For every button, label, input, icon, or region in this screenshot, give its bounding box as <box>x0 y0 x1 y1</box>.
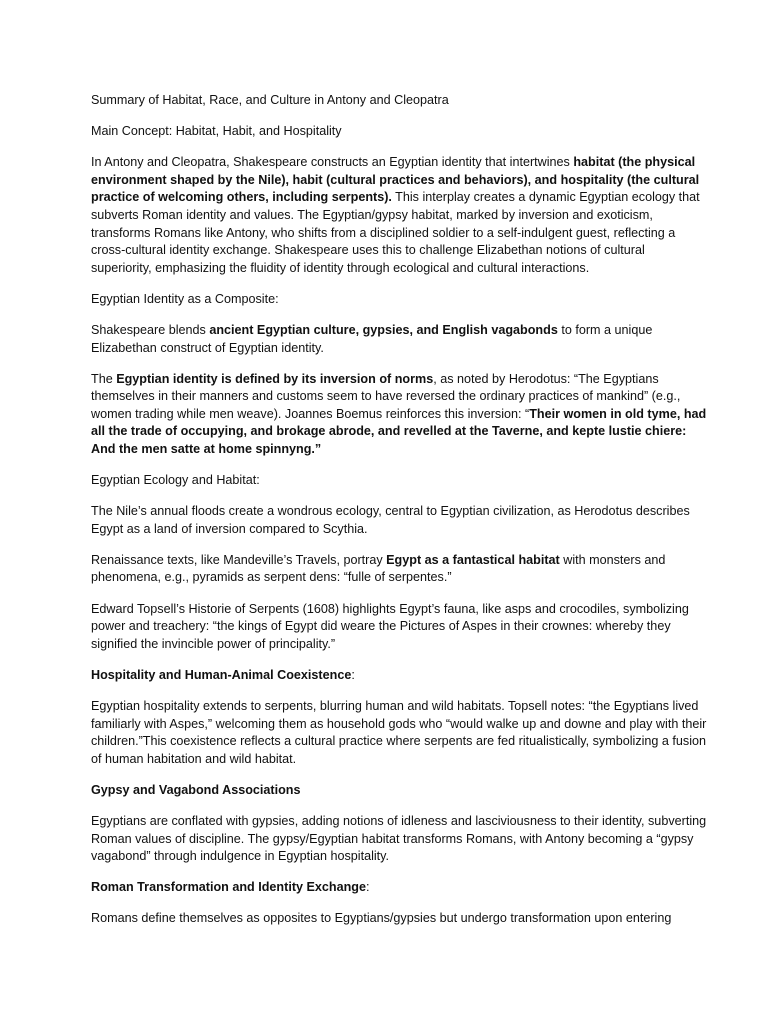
roman-paragraph: Romans define themselves as opposites to Egyptians/gypsies but undergo transformation upon entering <box>91 911 672 926</box>
hospitality-heading-bold: Hospitality and Human-Animal Coexistence <box>91 667 352 682</box>
inversion-text-2: , as noted by Herodotus: “The Egyptians themselves in their manners and customs seem to have reversed the ordinary practices of mankind” (e.g., women trading while men weave). Joannes Boemus reinforces this inversion: “ <box>91 371 681 421</box>
blend-paragraph <box>91 322 708 357</box>
renaissance-paragraph <box>91 552 708 587</box>
gypsy-heading-bold: Gypsy and Vagabond Associations <box>91 782 301 797</box>
hospitality-heading-colon: : <box>351 667 355 682</box>
inversion-bold-2: Their women in old tyme, had all the trade of occupying, and brokage abrode, and revelled at the Taverne, and kepte lustie chiere: And the men satte at home spinnyng.” <box>91 406 707 456</box>
intro-paragraph <box>91 154 708 277</box>
renaissance-text-1: Renaissance texts, like Mandeville’s Travels, portray <box>91 552 387 567</box>
roman-heading-colon: : <box>366 880 370 895</box>
blend-text-1: Shakespeare blends <box>91 322 210 337</box>
hospitality-paragraph: Egyptian hospitality extends to serpents, blurring human and wild habitats. Topsell notes: “the Egyptians lived familiarly with Aspes,” welcoming them as household gods who “would walke up and downe and play with their children.”This coexistence reflects a cultural practice where serpents are fed ritualistically, symbolizing a fusion of human habitation and wild habitat. <box>91 698 707 766</box>
intro-text-2: This interplay creates a dynamic Egyptian ecology that subverts Roman identity and values. The Egyptian/gypsy habitat, marked by inversion and exoticism, transforms Romans like Antony, who shifts from a disciplined soldier to a self-indulgent guest, reflecting a cross-cultural identity exchange. Shakespeare uses this to challenge Elizabethan notions of cultural superiority, emphasizing the fluidity of identity through ecological and cultural interactions. <box>91 190 700 275</box>
roman-heading-bold: Roman Transformation and Identity Exchange <box>91 880 367 895</box>
gypsy-heading <box>91 782 708 800</box>
nile-paragraph: The Nile’s annual floods create a wondrous ecology, central to Egyptian civilization, as Herodotus describes Egypt as a land of inversion compared to Scythia. <box>91 504 690 536</box>
composite-heading: Egyptian Identity as a Composite: <box>91 291 279 306</box>
ecology-heading: Egyptian Ecology and Habitat: <box>91 473 260 488</box>
inversion-text-1: The <box>91 371 117 386</box>
topsell-paragraph: Edward Topsell’s Historie of Serpents (1608) highlights Egypt’s fauna, like asps and crocodiles, symbolizing power and treachery: “the kings of Egypt did weare the Pictures of Aspes in their crownes: whereby they signified the invincible power of principality.” <box>91 601 689 651</box>
renaissance-bold-1: Egypt as a fantastical habitat <box>386 552 560 567</box>
blend-text-2: to form a unique Elizabethan construct of Egyptian identity. <box>91 322 653 355</box>
blend-bold-1: ancient Egyptian culture, gypsies, and English vagabonds <box>209 322 558 337</box>
renaissance-text-2: with monsters and phenomena, e.g., pyramids as serpent dens: “fulle of serpentes.” <box>91 552 666 585</box>
intro-bold-1: habitat (the physical environment shaped by the Nile), habit (cultural practices and behaviors), and hospitality (the cultural practice of welcoming others, including serpents). <box>91 155 700 205</box>
roman-heading <box>91 879 708 897</box>
gypsy-paragraph: Egyptians are conflated with gypsies, adding notions of idleness and lasciviousness to their identity, subverting Roman values of discipline. The gypsy/Egyptian habitat transforms Romans, with Antony becoming a “gypsy vagabond” through indulgence in Egyptian hospitality. <box>91 813 707 864</box>
inversion-bold-1: Egyptian identity is defined by its inversion of norms <box>116 371 434 386</box>
hospitality-heading <box>91 667 708 685</box>
document-title: Summary of Habitat, Race, and Culture in Antony and Cleopatra <box>91 93 449 107</box>
inversion-paragraph <box>91 371 708 459</box>
main-concept-line: Main Concept: Habitat, Habit, and Hospitality <box>91 124 342 139</box>
intro-text-1: In Antony and Cleopatra, Shakespeare constructs an Egyptian identity that intertwines <box>91 155 574 170</box>
